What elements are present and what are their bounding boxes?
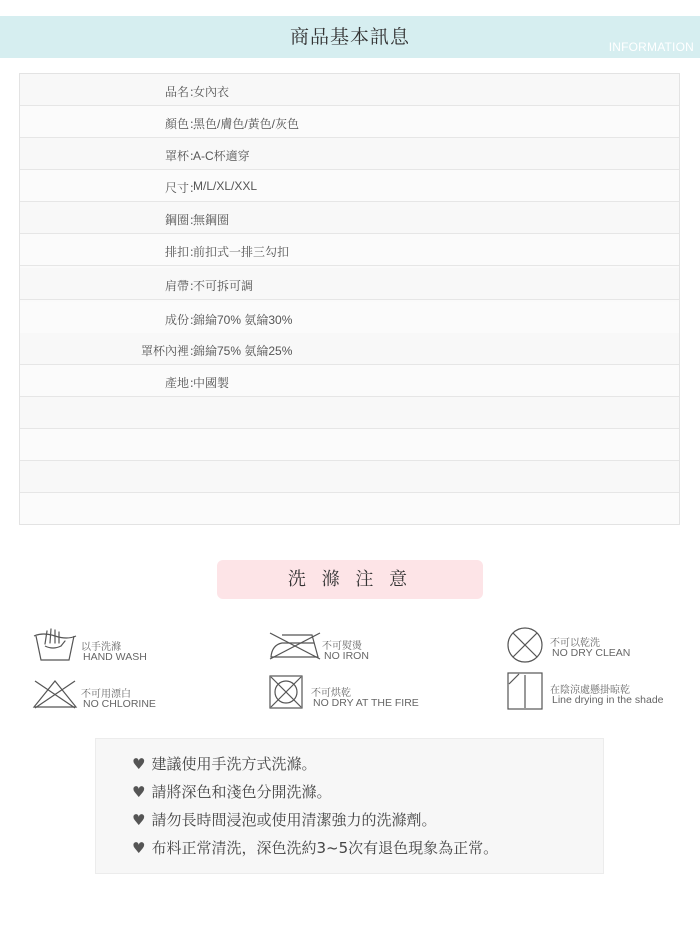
info-label: 產地：: [164, 376, 201, 390]
info-label: 排扣：: [164, 245, 201, 259]
no-bleach-icon: [31, 678, 79, 710]
care-label-en: NO CHLORINE: [83, 698, 156, 710]
info-row: [20, 234, 679, 266]
product-info-table: [19, 73, 680, 525]
info-value: M/L/XL/XXL: [193, 179, 258, 193]
care-label-en: Line drying in the shade: [552, 694, 664, 706]
info-row: [20, 333, 679, 365]
info-value: 女內衣: [193, 85, 230, 99]
care-no-dry-clean: [506, 626, 646, 666]
care-label-en: NO DRY AT THE FIRE: [313, 697, 419, 709]
info-row: [20, 74, 679, 106]
no-iron-icon: [268, 631, 322, 661]
info-row: [20, 202, 679, 234]
info-row: [20, 365, 679, 397]
info-row: [20, 106, 679, 138]
info-row: [20, 268, 679, 300]
section-title: 商品基本訊息: [289, 26, 410, 48]
care-label-zh: 不可熨燙: [322, 641, 362, 652]
section-subtitle: INFORMATION: [608, 40, 694, 54]
wash-care-title: 洗 滌 注 意: [217, 560, 483, 599]
info-label: 罩杯內裡：: [140, 344, 201, 358]
info-value: 無鋼圈: [193, 213, 230, 227]
care-label-zh: 不可以乾洗: [550, 638, 600, 649]
note-item: [132, 837, 498, 858]
care-label-zh: 以手洗滌: [81, 642, 121, 653]
care-label-en: HAND WASH: [83, 651, 147, 663]
line-dry-shade-icon: [506, 671, 544, 711]
care-line-dry-shade: [506, 671, 676, 713]
no-tumble-dry-icon: [268, 674, 304, 710]
info-label: 成份：: [164, 313, 201, 327]
info-value: A-C杯適穿: [193, 149, 250, 163]
note-item: [132, 781, 331, 802]
heart-icon: ♥: [132, 839, 146, 857]
info-label: 品名：: [164, 85, 201, 99]
info-row: [20, 429, 679, 461]
heart-icon: ♥: [132, 755, 146, 773]
care-no-chlorine: [31, 678, 171, 712]
note-item: [132, 753, 316, 774]
info-label: 鋼圈：: [164, 213, 201, 227]
note-text: 布料正常清洗，深色洗約3~5次有退色現象為正常。: [151, 839, 499, 857]
info-value: 黑色/膚色/黃色/灰色: [193, 117, 300, 131]
info-label: 尺寸：: [164, 181, 201, 195]
info-label: 顏色：: [164, 117, 201, 131]
care-no-tumble-dry: [268, 674, 428, 712]
info-value: 中國製: [193, 376, 230, 390]
info-row: [20, 138, 679, 170]
info-value: 錦綸75% 氨綸25%: [193, 344, 293, 358]
note-text: 建議使用手洗方式洗滌。: [151, 755, 317, 773]
care-no-iron: [268, 631, 398, 665]
note-text: 請勿長時間浸泡或使用清潔強力的洗滌劑。: [151, 811, 437, 829]
care-label-zh: 不可烘乾: [311, 688, 351, 699]
no-dry-clean-icon: [506, 626, 544, 664]
care-hand-wash: [31, 626, 161, 666]
note-text: 請將深色和淺色分開洗滌。: [151, 783, 332, 801]
care-label-zh: 不可用漂白: [81, 689, 131, 700]
care-label-en: NO IRON: [324, 650, 369, 662]
hand-wash-icon: [31, 626, 79, 664]
info-value: 前扣式一排三勾扣: [193, 245, 290, 259]
care-label-zh: 在陰涼處懸掛晾乾: [550, 685, 630, 696]
heart-icon: ♥: [132, 811, 146, 829]
info-value: 不可拆可調: [193, 279, 254, 293]
info-label: 肩帶：: [164, 279, 201, 293]
info-value: 錦綸70% 氨綸30%: [193, 313, 293, 327]
info-row: [20, 302, 679, 334]
info-row: [20, 397, 679, 429]
heart-icon: ♥: [132, 783, 146, 801]
care-label-en: NO DRY CLEAN: [552, 647, 631, 659]
info-label: 罩杯：: [164, 149, 201, 163]
care-notes-box: [95, 738, 604, 874]
info-row: [20, 170, 679, 202]
info-row: [20, 461, 679, 493]
note-item: [132, 809, 436, 830]
info-row: [20, 493, 679, 524]
